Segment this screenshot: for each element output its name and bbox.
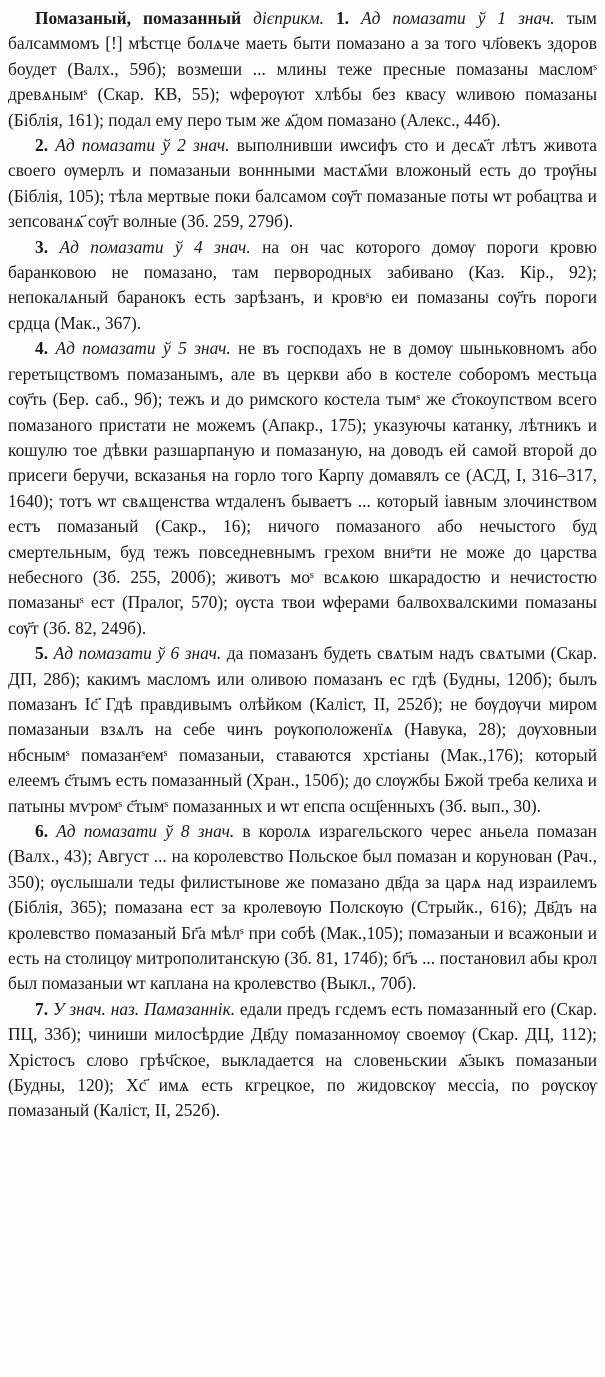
sense-label: Ад помазати ў 8 знач.: [56, 821, 235, 841]
sense-2: [8, 133, 597, 235]
sense-text: не въ господахъ не в домѹ шыньковномъ або геретыцствомъ помазанымъ, але въ церкви або в костеле соборомъ местьца сѹ҃ть (Бер. саб., 9б); тежъ и до римского костела тымˢ же с҃токоупством всего помазаного пристати не можемъ (Апакр., 175); указуючы катанку, лѣтникъ и кошулю тое дѣвки разшарпаную и помазаную, на доводъ ей самой второй до присеги беручи, всказанья на горло того Карпу домавялъ се (АСД, І, 316–317, 1640); тотъ ѡт свѧщенства ѡтдаленъ бываетъ ... который іавным злочинством естъ помазаный (Сакр., 16); ничого помазаного або нечыстого буд смертельным, буд тежъ повседневнымъ грехом вниˢти не може до царства небесного (Зб. 255, 200б); животъ моˢ всѧкою шкарадостю и нечистостю помазаныˢ ест (Пралог, 570); ѹста твои ѡферами балвохвалскими помазаны сѹ҃т (Зб. 82, 249б).: [8, 338, 597, 638]
headword: Помазаный, помазанный: [35, 8, 242, 28]
sense-text: выполнивши иѡсифъ сто и десѧ҃т лѣтъ живота своего ѹмерлъ и помазаныи воннными мастѧ҃ми вложоный есть до трѹ҃ны (Біблія, 105); тѣла мертвые поки балсамом сѹ҃т помазаные поты ѡт робацтва и зепсованѧ҃ сѹ҃т волные (Зб. 259, 279б).: [8, 135, 597, 232]
sense-text: да помазанъ будеть свѧтым надъ свѧтыми (Скар. ДП, 28б); какимъ масломъ или оливою помазанъ ес гдѣ (Будны, 120б); былъ помазанъ Іс҃ Гдѣ правдивымъ олѣйком (Каліст, ІІ, 252б); не бѹдѹчи миром помазаныи взѧлъ на себе чинъ рѹкоположенїѧ (Навука, 28); дѹховныи нбснымˢ помазанˢемˢ помазаныи, ставаются хрстіаны (Мак.,176); который елеемъ с҃тымъ есть помазанный (Хран., 150б); до слѹжбы Бжой треба келиха и патыны мѵромˢ с҃тымˢ помазанных и ѡт епспа осщ҃енныхъ (Зб. вып., 30).: [8, 643, 597, 816]
sense-label: Ад помазати ў 2 знач.: [55, 135, 230, 156]
sense-text: в королѧ израгельского черес аньела помазан (Валх., 43); Август ... на королевство Польское был помазан и корунован (Рач., 350); ѹслышали теды филистынове же помазано дв҃да за царѧ над израилемъ (Біблія, 365); помазана ест за кролевѹю Полскѹю (Стрыйк., 616); Дв҃дъ на кролевство помазаный Бг҃а мѣлˢ при собѣ (Мак.,105); помазаныи и всажоныи и есть на столицѹ митрополитанскую (Зб. 81, 174б); бг҃ъ ... постановил абы крол был помазаныи ѡт каплана на кролевство (Выкл., 70б).: [8, 821, 597, 994]
sense-6: [8, 819, 597, 997]
sense-label: Ад помазати ў 6 знач.: [53, 643, 222, 664]
sense-7: [8, 997, 597, 1124]
sense-label: Ад помазати ў 4 знач.: [59, 236, 251, 257]
sense-number: 2.: [35, 135, 49, 156]
sense-number: 1.: [335, 8, 350, 28]
sense-4: [8, 336, 597, 641]
sense-text: тым балсаммомъ [!] мѣстце болѧче маеть быти помазано а за того чл҃овекъ здоров боудет (Валх., 59б); возмеши ... млины теже пресные помазаны масломˢ древѧнымˢ (Скар. КВ, 55); ѡферѹют хлѣбы без квасу ѡливою помазаны (Біблія, 161); подал ему перо тым же ѧ҃дом помазано (Алекс., 44б).: [8, 8, 597, 130]
part-of-speech: дієприкм.: [253, 8, 324, 28]
sense-text: едали предъ гсдемъ есть помазанный его (Скар. ПЦ, 33б); чиниши милосѣрдие Дв҃ду помазанномѹ своемѹ (Скар. ДЦ, 112); Хрістосъ слово грѣч҃ское, выкладается на словеньскии ѧ҃зыкъ помазаныи (Будны, 120); Хс҃ имѧ есть кгрецкое, по жидовскѹ мессіа, по рѹскѹ помазаный (Каліст, ІІ, 252б).: [8, 998, 597, 1121]
sense-number: 6.: [35, 821, 49, 841]
sense-1: [8, 6, 597, 133]
sense-label: Ад помазати ў 5 знач.: [55, 338, 231, 359]
sense-number: 3.: [35, 236, 49, 257]
sense-3: [8, 235, 597, 337]
sense-label: Ад помазати ў 1 знач.: [361, 8, 555, 28]
sense-label: У знач. наз. Памазаннік.: [52, 998, 236, 1019]
sense-number: 4.: [35, 338, 49, 359]
sense-text: на он час которого домѹ пороги кровю баранковою не помазано, там первородных забивано (Каз. Кір., 92); непокалѧный баранокъ есть зарѣзанъ, и кровˢю еи помазаны сѹ҃ть пороги срдца (Мак., 367).: [8, 236, 597, 333]
sense-number: 7.: [35, 998, 49, 1019]
sense-number: 5.: [35, 643, 49, 664]
sense-5: [8, 641, 597, 819]
